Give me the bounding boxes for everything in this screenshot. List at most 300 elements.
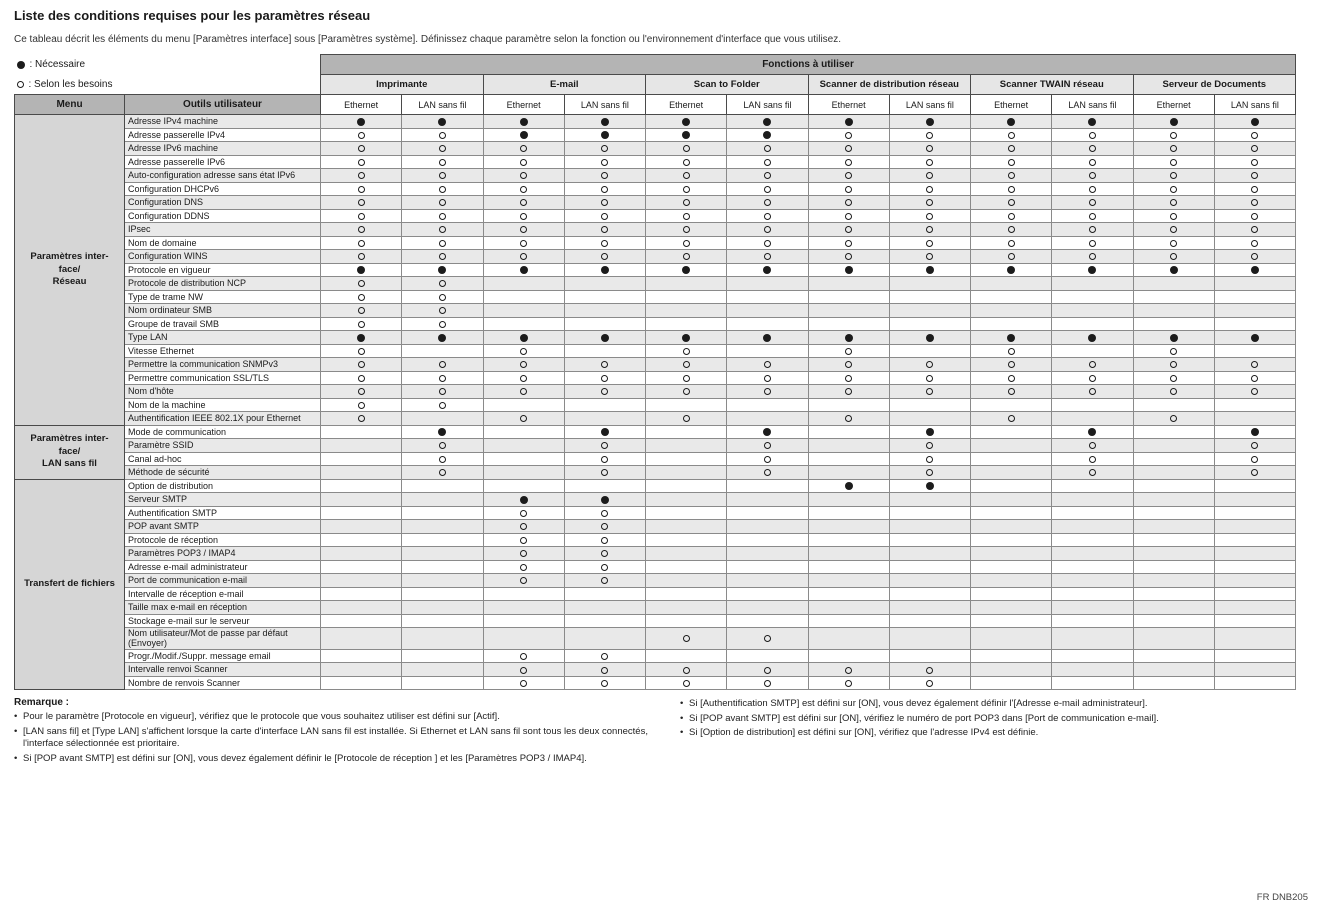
open-circle-icon xyxy=(601,653,608,660)
requirement-cell xyxy=(321,223,402,237)
filled-dot-icon xyxy=(1088,428,1096,436)
requirement-cell xyxy=(646,560,727,574)
requirement-cell xyxy=(483,452,564,466)
requirement-cell xyxy=(808,209,889,223)
requirement-cell xyxy=(1052,649,1133,663)
open-circle-icon xyxy=(439,186,446,193)
open-circle-icon xyxy=(764,667,771,674)
requirement-cell xyxy=(1133,466,1214,480)
filled-dot-icon xyxy=(845,334,853,342)
menu-column-header: Menu xyxy=(15,95,125,115)
requirement-cell xyxy=(1052,290,1133,304)
open-circle-icon xyxy=(683,635,690,642)
requirement-cell xyxy=(483,209,564,223)
requirement-cell xyxy=(483,587,564,601)
requirement-cell xyxy=(971,263,1052,277)
open-circle-icon xyxy=(601,523,608,530)
requirement-cell xyxy=(402,506,483,520)
requirement-cell xyxy=(1133,676,1214,690)
note-text: Si [Authentification SMTP] est défini sur [ON], vous devez également définir l'[Adresse e-mail administrateur]. xyxy=(689,698,1148,710)
open-circle-icon xyxy=(520,680,527,687)
open-circle-icon xyxy=(601,564,608,571)
open-circle-icon xyxy=(1089,469,1096,476)
table-row xyxy=(15,209,1296,223)
requirement-cell xyxy=(1133,520,1214,534)
open-circle-icon xyxy=(683,159,690,166)
open-circle-icon xyxy=(683,415,690,422)
requirement-cell xyxy=(321,115,402,129)
open-circle-icon xyxy=(683,172,690,179)
open-circle-icon xyxy=(845,415,852,422)
requirement-cell xyxy=(402,452,483,466)
requirement-cell xyxy=(889,547,970,561)
requirement-cell xyxy=(889,115,970,129)
open-circle-icon xyxy=(520,510,527,517)
requirement-cell xyxy=(1133,236,1214,250)
requirement-cell xyxy=(808,331,889,345)
requirement-cell xyxy=(483,385,564,399)
setting-label: Authentification IEEE 802.1X pour Ethernet xyxy=(125,412,321,426)
requirement-cell xyxy=(1052,196,1133,210)
open-circle-icon xyxy=(1170,159,1177,166)
filled-dot-icon xyxy=(601,131,609,139)
requirement-cell xyxy=(1214,169,1295,183)
requirement-cell xyxy=(971,344,1052,358)
open-circle-icon xyxy=(683,226,690,233)
open-circle-icon xyxy=(439,388,446,395)
requirement-cell xyxy=(889,506,970,520)
requirement-cell xyxy=(971,371,1052,385)
requirement-cell xyxy=(727,196,808,210)
requirement-cell xyxy=(483,506,564,520)
open-circle-icon xyxy=(358,307,365,314)
open-circle-icon xyxy=(1251,226,1258,233)
requirement-cell xyxy=(808,520,889,534)
requirement-cell xyxy=(971,412,1052,426)
requirement-cell xyxy=(1214,358,1295,372)
requirement-cell xyxy=(402,614,483,628)
requirement-cell xyxy=(808,223,889,237)
open-circle-icon xyxy=(439,321,446,328)
requirement-cell xyxy=(483,676,564,690)
open-circle-icon xyxy=(926,456,933,463)
requirement-cell xyxy=(321,196,402,210)
requirement-cell xyxy=(1133,115,1214,129)
requirement-cell xyxy=(1052,663,1133,677)
requirement-cell xyxy=(727,290,808,304)
requirement-cell xyxy=(727,209,808,223)
open-circle-icon xyxy=(601,537,608,544)
requirement-cell xyxy=(321,169,402,183)
open-circle-icon xyxy=(764,213,771,220)
wireless-lan-column-header: LAN sans fil xyxy=(402,95,483,115)
requirement-cell xyxy=(321,412,402,426)
requirement-cell xyxy=(889,277,970,291)
table-row xyxy=(15,169,1296,183)
requirement-cell xyxy=(727,358,808,372)
open-circle-icon xyxy=(1251,253,1258,260)
open-circle-icon xyxy=(1170,172,1177,179)
requirement-cell xyxy=(727,115,808,129)
bullet-icon: • xyxy=(14,725,18,737)
requirement-cell xyxy=(727,587,808,601)
requirement-cell xyxy=(1133,385,1214,399)
open-circle-icon xyxy=(1089,186,1096,193)
open-circle-icon xyxy=(845,388,852,395)
requirement-cell xyxy=(889,439,970,453)
requirement-cell xyxy=(646,263,727,277)
setting-label: Type de trame NW xyxy=(125,290,321,304)
requirement-cell xyxy=(971,128,1052,142)
setting-label: Paramètres POP3 / IMAP4 xyxy=(125,547,321,561)
requirement-cell xyxy=(1052,385,1133,399)
setting-label: Méthode de sécurité xyxy=(125,466,321,480)
requirement-cell xyxy=(483,533,564,547)
requirement-cell xyxy=(483,560,564,574)
requirement-cell xyxy=(1052,209,1133,223)
open-circle-icon xyxy=(1251,145,1258,152)
requirement-cell xyxy=(971,479,1052,493)
requirement-cell xyxy=(727,676,808,690)
open-circle-icon xyxy=(845,375,852,382)
requirement-cell xyxy=(808,385,889,399)
requirement-cell xyxy=(646,115,727,129)
filled-dot-icon xyxy=(601,428,609,436)
open-circle-icon xyxy=(1170,186,1177,193)
requirement-cell xyxy=(1052,331,1133,345)
open-circle-icon xyxy=(358,159,365,166)
open-circle-icon xyxy=(1089,226,1096,233)
requirement-cell xyxy=(1214,223,1295,237)
requirement-cell xyxy=(564,425,645,439)
open-circle-icon xyxy=(1170,375,1177,382)
requirement-cell xyxy=(321,649,402,663)
requirement-cell xyxy=(889,385,970,399)
requirement-cell xyxy=(402,182,483,196)
open-circle-icon xyxy=(1089,456,1096,463)
requirement-cell xyxy=(483,649,564,663)
table-row xyxy=(15,520,1296,534)
open-circle-icon xyxy=(764,635,771,642)
setting-label: Protocole de distribution NCP xyxy=(125,277,321,291)
requirement-cell xyxy=(971,182,1052,196)
open-circle-icon xyxy=(764,199,771,206)
table-row xyxy=(15,574,1296,588)
legend-area-row1 xyxy=(15,55,321,75)
requirement-cell xyxy=(727,520,808,534)
open-circle-icon xyxy=(439,280,446,287)
requirement-cell xyxy=(483,479,564,493)
table-row xyxy=(15,628,1296,650)
requirement-cell xyxy=(1052,398,1133,412)
requirement-cell xyxy=(646,304,727,318)
open-circle-icon xyxy=(601,577,608,584)
notes-right-column xyxy=(680,697,1295,767)
functions-header: Fonctions à utiliser xyxy=(321,55,1296,75)
open-circle-icon xyxy=(1008,226,1015,233)
requirement-cell xyxy=(971,155,1052,169)
requirement-cell xyxy=(971,236,1052,250)
bullet-icon: • xyxy=(14,752,18,764)
requirement-cell xyxy=(564,223,645,237)
requirement-cell xyxy=(402,290,483,304)
requirement-cell xyxy=(808,142,889,156)
requirement-cell xyxy=(483,196,564,210)
requirement-cell xyxy=(808,196,889,210)
requirement-cell xyxy=(1052,277,1133,291)
requirement-cell xyxy=(1214,250,1295,264)
requirement-cell xyxy=(808,533,889,547)
open-circle-icon xyxy=(764,388,771,395)
open-circle-icon xyxy=(1251,375,1258,382)
requirements-table xyxy=(14,54,1296,690)
requirement-cell xyxy=(402,628,483,650)
requirement-cell xyxy=(321,317,402,331)
filled-dot-icon xyxy=(357,118,365,126)
requirement-cell xyxy=(402,358,483,372)
open-circle-icon xyxy=(17,81,24,88)
requirement-cell xyxy=(483,493,564,507)
requirement-cell xyxy=(1214,614,1295,628)
requirement-cell xyxy=(483,547,564,561)
note-text: Si [POP avant SMTP] est défini sur [ON], vérifiez le numéro de port POP3 dans [Port de communication e-mail]. xyxy=(689,712,1159,724)
legend-necessary xyxy=(17,59,321,70)
wireless-lan-column-header: LAN sans fil xyxy=(889,95,970,115)
legend-as-needed xyxy=(17,79,321,90)
requirement-cell xyxy=(971,169,1052,183)
requirement-cell xyxy=(889,676,970,690)
open-circle-icon xyxy=(358,199,365,206)
requirement-cell xyxy=(1052,574,1133,588)
filled-dot-icon xyxy=(601,334,609,342)
setting-label: Option de distribution xyxy=(125,479,321,493)
requirement-cell xyxy=(1214,493,1295,507)
setting-label: Configuration WINS xyxy=(125,250,321,264)
setting-label: Auto-configuration adresse sans état IPv6 xyxy=(125,169,321,183)
open-circle-icon xyxy=(926,159,933,166)
table-row xyxy=(15,601,1296,615)
requirement-cell xyxy=(321,209,402,223)
setting-label: Adresse IPv4 machine xyxy=(125,115,321,129)
ethernet-column-header: Ethernet xyxy=(1133,95,1214,115)
requirement-cell xyxy=(646,574,727,588)
requirement-cell xyxy=(402,277,483,291)
open-circle-icon xyxy=(439,132,446,139)
requirement-cell xyxy=(1214,560,1295,574)
filled-dot-icon xyxy=(438,334,446,342)
requirement-cell xyxy=(402,533,483,547)
requirement-cell xyxy=(321,277,402,291)
requirement-cell xyxy=(1133,263,1214,277)
requirement-cell xyxy=(646,649,727,663)
requirement-cell xyxy=(564,574,645,588)
requirement-cell xyxy=(727,331,808,345)
setting-label: Nom ordinateur SMB xyxy=(125,304,321,318)
requirement-cell xyxy=(1052,371,1133,385)
filled-dot-icon xyxy=(520,496,528,504)
requirement-cell xyxy=(646,520,727,534)
table-row xyxy=(15,614,1296,628)
open-circle-icon xyxy=(845,348,852,355)
requirement-cell xyxy=(1052,358,1133,372)
requirement-cell xyxy=(971,115,1052,129)
requirement-cell xyxy=(1133,371,1214,385)
requirement-cell xyxy=(971,560,1052,574)
open-circle-icon xyxy=(1170,199,1177,206)
open-circle-icon xyxy=(358,415,365,422)
filled-dot-icon xyxy=(1170,266,1178,274)
open-circle-icon xyxy=(845,680,852,687)
filled-dot-icon xyxy=(601,266,609,274)
requirement-cell xyxy=(1052,676,1133,690)
requirement-cell xyxy=(1214,425,1295,439)
requirement-cell xyxy=(321,236,402,250)
requirement-cell xyxy=(889,479,970,493)
open-circle-icon xyxy=(520,226,527,233)
requirement-cell xyxy=(646,128,727,142)
requirement-cell xyxy=(727,371,808,385)
requirement-cell xyxy=(1214,236,1295,250)
wireless-lan-column-header: LAN sans fil xyxy=(727,95,808,115)
open-circle-icon xyxy=(926,226,933,233)
requirement-cell xyxy=(402,344,483,358)
requirement-cell xyxy=(1052,628,1133,650)
requirement-cell xyxy=(971,506,1052,520)
filled-dot-icon xyxy=(438,428,446,436)
requirement-cell xyxy=(1133,250,1214,264)
open-circle-icon xyxy=(601,469,608,476)
open-circle-icon xyxy=(439,159,446,166)
requirement-cell xyxy=(1214,331,1295,345)
requirement-cell xyxy=(808,169,889,183)
requirement-cell xyxy=(727,223,808,237)
requirement-cell xyxy=(727,574,808,588)
open-circle-icon xyxy=(1008,240,1015,247)
open-circle-icon xyxy=(601,667,608,674)
requirement-cell xyxy=(889,304,970,318)
open-circle-icon xyxy=(1008,375,1015,382)
requirement-cell xyxy=(1052,452,1133,466)
open-circle-icon xyxy=(358,145,365,152)
requirement-cell xyxy=(971,628,1052,650)
requirement-cell xyxy=(1133,479,1214,493)
requirement-cell xyxy=(564,547,645,561)
table-row xyxy=(15,663,1296,677)
requirement-cell xyxy=(808,649,889,663)
requirement-cell xyxy=(646,371,727,385)
setting-label: Intervalle de réception e-mail xyxy=(125,587,321,601)
requirement-cell xyxy=(1133,344,1214,358)
setting-label: Port de communication e-mail xyxy=(125,574,321,588)
requirement-cell xyxy=(889,614,970,628)
open-circle-icon xyxy=(1170,145,1177,152)
requirement-cell xyxy=(1214,574,1295,588)
open-circle-icon xyxy=(926,469,933,476)
requirement-cell xyxy=(808,506,889,520)
requirement-cell xyxy=(727,250,808,264)
requirement-cell xyxy=(646,439,727,453)
open-circle-icon xyxy=(601,375,608,382)
requirement-cell xyxy=(564,209,645,223)
requirement-cell xyxy=(321,331,402,345)
requirement-cell xyxy=(402,547,483,561)
requirement-cell xyxy=(1214,506,1295,520)
table-row xyxy=(15,425,1296,439)
menu-group-label: Paramètres inter- face/ LAN sans fil xyxy=(15,425,125,479)
requirement-cell xyxy=(889,128,970,142)
requirement-cell xyxy=(564,493,645,507)
legend-as-needed-label: : Selon les besoins xyxy=(28,78,113,90)
open-circle-icon xyxy=(926,240,933,247)
open-circle-icon xyxy=(358,172,365,179)
open-circle-icon xyxy=(358,402,365,409)
requirement-cell xyxy=(889,182,970,196)
requirement-cell xyxy=(971,493,1052,507)
open-circle-icon xyxy=(601,240,608,247)
requirement-cell xyxy=(321,676,402,690)
requirement-cell xyxy=(808,115,889,129)
open-circle-icon xyxy=(845,240,852,247)
open-circle-icon xyxy=(1089,388,1096,395)
requirement-cell xyxy=(564,649,645,663)
requirement-cell xyxy=(1214,663,1295,677)
legend-area-row2 xyxy=(15,75,321,95)
requirement-cell xyxy=(646,533,727,547)
requirement-cell xyxy=(1214,649,1295,663)
requirement-cell xyxy=(1052,560,1133,574)
requirement-cell xyxy=(889,290,970,304)
table-row xyxy=(15,128,1296,142)
note-item xyxy=(14,726,654,751)
open-circle-icon xyxy=(1089,213,1096,220)
open-circle-icon xyxy=(926,361,933,368)
requirement-cell xyxy=(1052,601,1133,615)
requirement-cell xyxy=(1133,331,1214,345)
requirement-cell xyxy=(1133,547,1214,561)
open-circle-icon xyxy=(1170,348,1177,355)
tools-column-header: Outils utilisateur xyxy=(125,95,321,115)
requirement-cell xyxy=(321,439,402,453)
requirement-cell xyxy=(646,169,727,183)
requirement-cell xyxy=(646,344,727,358)
requirement-cell xyxy=(727,425,808,439)
requirement-cell xyxy=(483,439,564,453)
requirement-cell xyxy=(483,358,564,372)
open-circle-icon xyxy=(358,132,365,139)
filled-dot-icon xyxy=(520,334,528,342)
filled-dot-icon xyxy=(438,266,446,274)
requirement-cell xyxy=(1214,533,1295,547)
requirement-cell xyxy=(483,277,564,291)
open-circle-icon xyxy=(764,375,771,382)
requirement-cell xyxy=(1133,574,1214,588)
requirement-cell xyxy=(1133,560,1214,574)
requirement-cell xyxy=(321,142,402,156)
requirement-cell xyxy=(1133,128,1214,142)
requirement-cell xyxy=(1052,169,1133,183)
requirement-cell xyxy=(727,533,808,547)
requirement-cell xyxy=(808,277,889,291)
open-circle-icon xyxy=(601,213,608,220)
open-circle-icon xyxy=(1089,199,1096,206)
requirement-cell xyxy=(889,263,970,277)
open-circle-icon xyxy=(926,253,933,260)
open-circle-icon xyxy=(358,253,365,260)
open-circle-icon xyxy=(1008,159,1015,166)
requirement-cell xyxy=(1133,452,1214,466)
requirement-cell xyxy=(1214,371,1295,385)
requirement-cell xyxy=(889,196,970,210)
